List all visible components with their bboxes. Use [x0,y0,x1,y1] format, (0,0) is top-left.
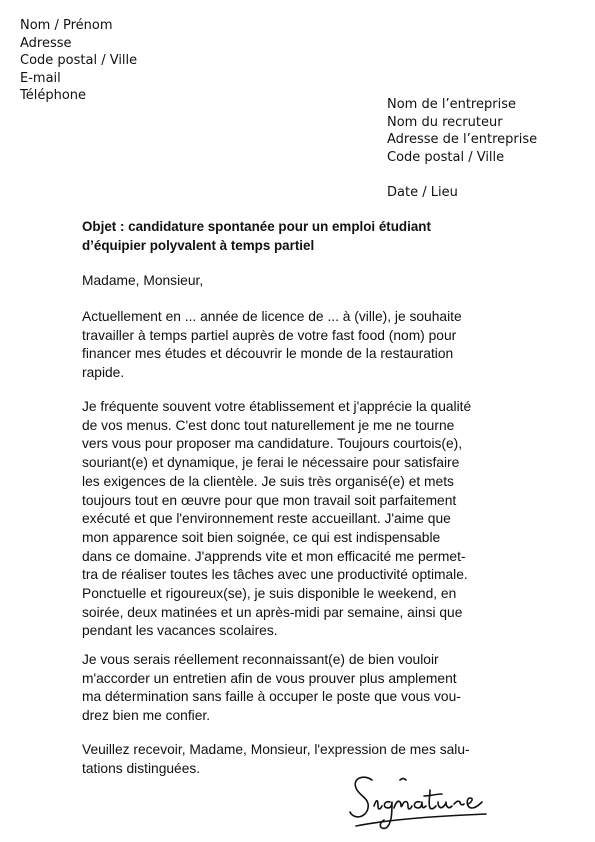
paragraph-line: soirée, deux matinées et un après-midi par semaine, ainsi que [82,604,463,620]
paragraph-line: toujours tout en œuvre pour que mon travail soit parfaitement [82,492,457,508]
handwritten-signature [346,770,496,834]
recipient-address: Adresse de l’entreprise [387,132,538,148]
paragraph-line: Ponctuelle et rigoureux(se), je suis disponible le weekend, en [82,586,457,602]
paragraph-line: drez bien me confier. [82,708,211,724]
sender-block [20,17,137,105]
paragraph-line: tations distinguées. [82,760,201,776]
paragraph-line: Veuillez recevoir, Madame, Monsieur, l'expression de mes salu- [82,742,470,757]
paragraph-line: Je fréquente souvent votre établissement et j'apprécie la qualité [82,399,472,414]
paragraph-line: tra de réaliser toutes les tâches avec une productivité optimale. [82,567,468,583]
sender-email: E-mail [20,70,61,86]
subject-line: Objet : candidature spontanée pour un emploi étudiant [82,219,431,234]
date-place: Date / Lieu [387,185,458,200]
paragraph-motivation [82,398,471,641]
paragraph-line: rapide. [82,365,125,381]
paragraph-line: m'accorder un entretien afin de vous prouver plus amplement [82,670,457,686]
paragraph-request [82,651,461,726]
paragraph-line: travailler à temps partiel auprès de votre fast food (nom) pour [82,327,457,343]
subject-line: d’équipier polyvalent à temps partiel [82,237,315,253]
paragraph-line: dans ce domaine. J'apprends vite et mon efficacité me permet- [82,548,466,564]
recipient-block [387,96,537,166]
salutation: Madame, Monsieur, [82,273,204,288]
paragraph-intro [82,308,462,383]
paragraph-line: souriant(e) et dynamique, je ferai le nécessaire pour satisfaire [82,455,460,471]
letter-subject [82,218,431,255]
paragraph-line: Actuellement en ... année de licence de ... à (ville), je souhaite [82,309,462,324]
paragraph-line: Je vous serais réellement reconnaissant(e) de bien vouloir [82,652,439,667]
paragraph-line: exécuté et que l'environnement reste accueillant. J'aime que [82,511,451,527]
recipient-company: Nom de l’entreprise [387,97,516,112]
sender-address: Adresse [20,35,72,51]
paragraph-line: les exigences de la clientèle. Je suis très organisé(e) et mets [82,473,454,489]
recipient-postal-city: Code postal / Ville [387,149,505,165]
paragraph-line: ma détermination sans faille à occuper le poste que vous vou- [82,689,461,705]
paragraph-line: pendant les vacances scolaires. [82,623,278,639]
paragraph-line: financer mes études et découvrir le monde de la restauration [82,346,454,362]
sender-phone: Téléphone [20,88,87,104]
paragraph-line: mon apparence soit bien soignée, ce qui est indispensable [82,529,441,545]
sender-postal-city: Code postal / Ville [20,53,138,69]
sender-name: Nom / Prénom [20,18,113,33]
paragraph-line: de vos menus. C'est donc tout naturellement je me ne tourne [82,417,455,433]
paragraph-line: vers vous pour proposer ma candidature. Toujours courtois(e), [82,436,463,452]
recipient-recruiter: Nom du recruteur [387,114,503,130]
